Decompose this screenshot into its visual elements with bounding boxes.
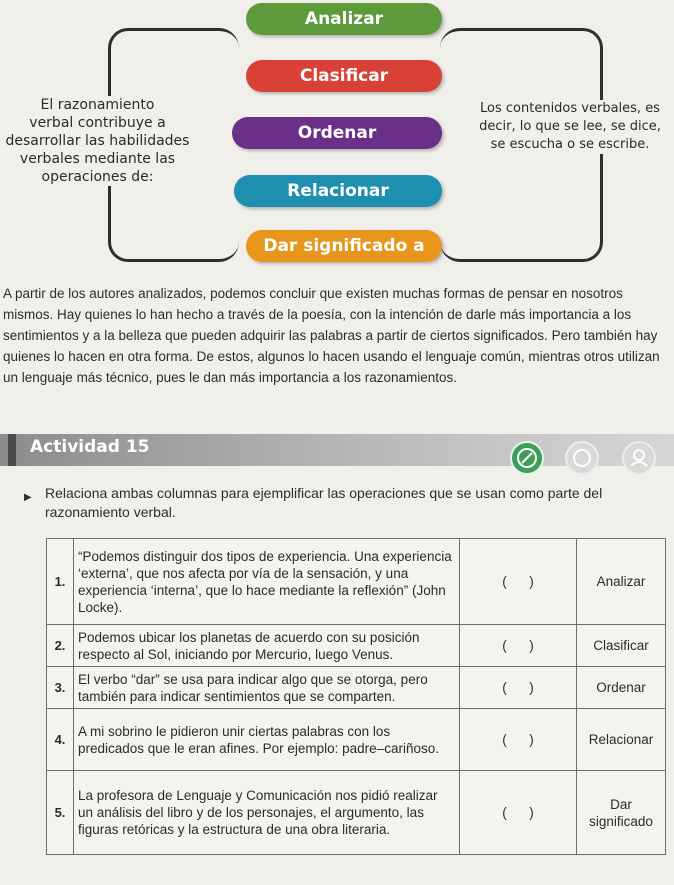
row-number: 5. (47, 771, 74, 855)
pill-ordenar: Ordenar (232, 117, 442, 149)
operation-label: Analizar (577, 539, 666, 625)
intro-paragraph: A partir de los autores analizados, podemos concluir que existen muchas formas de pensar en nosotros mismos. Hay quienes lo han hecho a través de la poesía, con la intención de darle más importancia a los sentimientos y a la belleza que pueden adquirir las palabras a partir de ciertos significados. Pero también hay quienes lo hacen en otra forma. De estos, algunos lo hacen usando el lenguaje común, mientras otros utilizan un lenguaje más técnico, pues le dan más importancia a los razonamientos. (3, 286, 660, 385)
bullet-triangle-icon: ▶ (24, 492, 32, 503)
answer-blank[interactable]: ( ) (460, 539, 577, 625)
pill-clasificar: Clasificar (246, 60, 442, 92)
table-row (47, 667, 666, 709)
pill-dar-significado: Dar significado a (246, 230, 442, 262)
operation-label: Clasificar (577, 625, 666, 667)
activity-instruction: ▶ Relaciona ambas columnas para ejemplificar las operaciones que se usan como parte del razonamiento verbal. (24, 485, 603, 520)
operation-label: Dar significado (577, 771, 666, 855)
right-box-text: Los contenidos verbales, es decir, lo que se lee, se dice, se escucha o se escribe. (470, 100, 670, 154)
answer-blank[interactable]: ( ) (460, 667, 577, 709)
row-number: 3. (47, 667, 74, 709)
operation-label: Ordenar (577, 667, 666, 709)
row-text: El verbo “dar” se usa para indicar algo que se otorga, pero también para indicar sentimientos que se comparten. (74, 667, 460, 709)
activity-title: Actividad 15 (30, 437, 150, 457)
table-row (47, 625, 666, 667)
row-text: Podemos ubicar los planetas de acuerdo con su posición respecto al Sol, iniciando por Mercurio, luego Venus. (74, 625, 460, 667)
answer-blank[interactable]: ( ) (460, 625, 577, 667)
answer-blank[interactable]: ( ) (460, 709, 577, 771)
row-number: 4. (47, 709, 74, 771)
people-icon (624, 443, 654, 473)
table-row (47, 771, 666, 855)
pill-analizar: Analizar (246, 3, 442, 35)
row-number: 1. (47, 539, 74, 625)
pill-relacionar: Relacionar (234, 175, 442, 207)
badge-icon-gray-2 (622, 441, 656, 475)
activity-accent (8, 434, 16, 466)
gear-icon (567, 443, 597, 473)
table-row (47, 539, 666, 625)
row-text: La profesora de Lenguaje y Comunicación nos pidió realizar un análisis del libro y de los personajes, el argumento, las figuras retóricas y la estructura de una obra literaria. (74, 771, 460, 855)
badge-icon-gray-1 (565, 441, 599, 475)
operation-label: Relacionar (577, 709, 666, 771)
badge-icon-green (510, 441, 544, 475)
table-row (47, 709, 666, 771)
left-box-text: El razonamiento verbal contribuye a desarrollar las habilidades verbales mediante las operaciones de: (0, 96, 195, 186)
pencil-icon (512, 443, 542, 473)
row-number: 2. (47, 625, 74, 667)
row-text: “Podemos distinguir dos tipos de experiencia. Una experiencia ‘externa’, que nos afecta por vía de la sensación, y una experiencia ‘interna’, que lo hace mediante la reflexión” (John Locke). (74, 539, 460, 625)
answer-blank[interactable]: ( ) (460, 771, 577, 855)
matching-table (46, 538, 666, 855)
row-text: A mi sobrino le pidieron unir ciertas palabras con los predicados que le eran afines. Por ejemplo: padre–cariñoso. (74, 709, 460, 771)
